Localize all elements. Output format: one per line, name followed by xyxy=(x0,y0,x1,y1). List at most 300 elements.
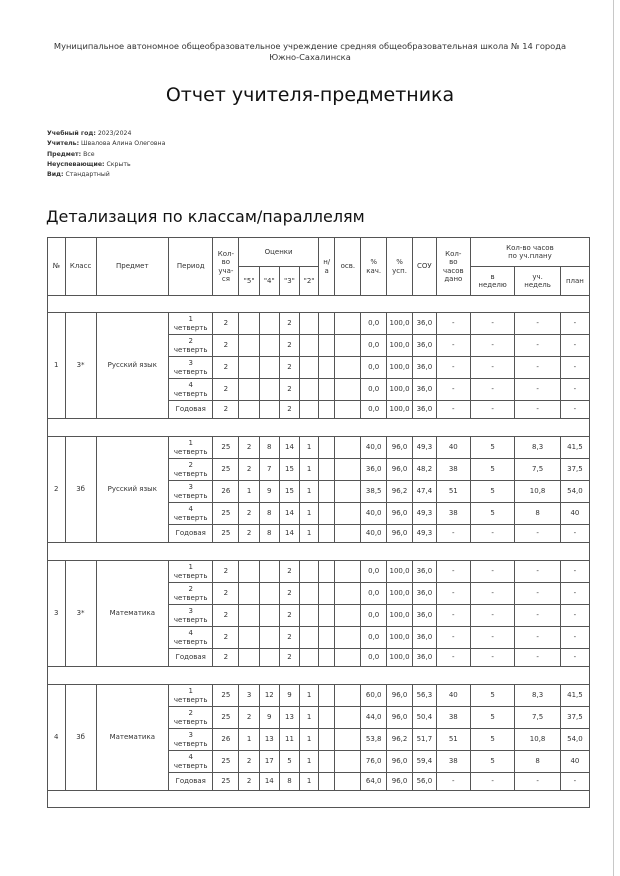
cell-grade-2: 1 xyxy=(300,437,319,459)
cell-count: 25 xyxy=(213,773,239,791)
cell-plan: 37,5 xyxy=(560,707,589,729)
cell-grade-3: 14 xyxy=(279,525,300,543)
cell-count: 2 xyxy=(213,649,239,667)
cell-success: 96,0 xyxy=(387,773,413,791)
cell-count: 2 xyxy=(213,335,239,357)
cell-grade-4 xyxy=(259,335,279,357)
cell-hours-given: 40 xyxy=(436,437,470,459)
header-subject: Предмет xyxy=(96,238,168,296)
cell-sou: 36,0 xyxy=(412,627,436,649)
cell-success: 96,0 xyxy=(387,751,413,773)
cell-plan: 41,5 xyxy=(560,437,589,459)
meta-key: Предмет: xyxy=(47,150,82,158)
cell-per-week: 5 xyxy=(470,481,514,503)
cell-grade-5: 2 xyxy=(239,437,260,459)
cell-plan: 54,0 xyxy=(560,729,589,751)
cell-grade-5 xyxy=(239,401,260,419)
cell-success: 100,0 xyxy=(387,401,413,419)
cell-plan: 41,5 xyxy=(560,685,589,707)
cell-grade-3: 15 xyxy=(279,459,300,481)
cell-class: 3* xyxy=(65,313,96,419)
cell-osv xyxy=(335,357,361,379)
spacer-row xyxy=(48,791,590,808)
cell-study-weeks: - xyxy=(515,335,561,357)
cell-success: 100,0 xyxy=(387,313,413,335)
header-grade-4: "4" xyxy=(259,267,279,296)
cell-quality: 64,0 xyxy=(361,773,387,791)
cell-success: 100,0 xyxy=(387,649,413,667)
cell-na xyxy=(318,729,335,751)
cell-per-week: - xyxy=(470,561,514,583)
cell-period: Годовая xyxy=(168,649,212,667)
report-table-body xyxy=(48,296,590,808)
cell-count: 25 xyxy=(213,707,239,729)
cell-sou: 36,0 xyxy=(412,561,436,583)
cell-osv xyxy=(335,627,361,649)
cell-plan: - xyxy=(560,335,589,357)
cell-osv xyxy=(335,649,361,667)
cell-sou: 47,4 xyxy=(412,481,436,503)
cell-success: 100,0 xyxy=(387,357,413,379)
cell-hours-given: - xyxy=(436,313,470,335)
organization-line-1: Муниципальное автономное общеобразовательное учреждение средняя общеобразовательная школа № 14 города xyxy=(53,41,567,51)
cell-study-weeks: 8,3 xyxy=(515,685,561,707)
cell-na xyxy=(318,649,335,667)
meta-value: Стандартный xyxy=(65,171,110,179)
cell-hours-given: - xyxy=(436,561,470,583)
header-count: Кол- во уча- ся xyxy=(213,238,239,296)
cell-plan: 40 xyxy=(560,503,589,525)
cell-grade-2: 1 xyxy=(300,751,319,773)
cell-study-weeks: - xyxy=(515,627,561,649)
meta-value: Скрыть xyxy=(106,160,131,168)
cell-success: 96,0 xyxy=(387,525,413,543)
cell-success: 96,2 xyxy=(387,729,413,751)
cell-count: 2 xyxy=(213,605,239,627)
cell-num: 2 xyxy=(48,437,66,543)
cell-grade-3: 2 xyxy=(279,313,300,335)
cell-grade-2 xyxy=(300,357,319,379)
cell-study-weeks: 8,3 xyxy=(515,437,561,459)
organization-name xyxy=(40,41,580,63)
cell-sou: 56,3 xyxy=(412,685,436,707)
cell-grade-2: 1 xyxy=(300,459,319,481)
cell-success: 96,0 xyxy=(387,459,413,481)
cell-study-weeks: 8 xyxy=(515,503,561,525)
cell-period: Годовая xyxy=(168,525,212,543)
meta-value: Швалова Алина Олеговна xyxy=(81,140,166,148)
cell-grade-3: 2 xyxy=(279,627,300,649)
cell-grade-3: 2 xyxy=(279,357,300,379)
cell-quality: 0,0 xyxy=(361,313,387,335)
header-period: Период xyxy=(168,238,212,296)
cell-na xyxy=(318,459,335,481)
cell-plan: 40 xyxy=(560,751,589,773)
cell-grade-5 xyxy=(239,357,260,379)
cell-quality: 44,0 xyxy=(361,707,387,729)
cell-subject: Математика xyxy=(96,685,168,791)
cell-plan: - xyxy=(560,583,589,605)
cell-hours-given: 40 xyxy=(436,685,470,707)
cell-grade-5 xyxy=(239,583,260,605)
cell-grade-2 xyxy=(300,379,319,401)
cell-count: 2 xyxy=(213,561,239,583)
cell-quality: 36,0 xyxy=(361,459,387,481)
cell-grade-4: 8 xyxy=(259,503,279,525)
cell-hours-given: 38 xyxy=(436,751,470,773)
cell-study-weeks: - xyxy=(515,379,561,401)
cell-grade-3: 2 xyxy=(279,561,300,583)
cell-period: 3 четверть xyxy=(168,729,212,751)
cell-num: 1 xyxy=(48,313,66,419)
cell-study-weeks: - xyxy=(515,401,561,419)
header-hours-plan: Кол-во часов по уч.плану xyxy=(470,238,589,267)
header-quality: % кач. xyxy=(361,238,387,296)
cell-hours-given: - xyxy=(436,773,470,791)
cell-grade-2 xyxy=(300,605,319,627)
cell-period: Годовая xyxy=(168,773,212,791)
header-hours-given: Кол- во часов дано xyxy=(436,238,470,296)
cell-grade-4: 12 xyxy=(259,685,279,707)
cell-na xyxy=(318,503,335,525)
cell-grade-5 xyxy=(239,605,260,627)
cell-grade-2: 1 xyxy=(300,773,319,791)
cell-hours-given: - xyxy=(436,627,470,649)
cell-hours-given: - xyxy=(436,525,470,543)
cell-success: 100,0 xyxy=(387,561,413,583)
cell-sou: 36,0 xyxy=(412,379,436,401)
cell-success: 96,0 xyxy=(387,503,413,525)
cell-na xyxy=(318,357,335,379)
cell-plan: 54,0 xyxy=(560,481,589,503)
cell-count: 25 xyxy=(213,525,239,543)
cell-quality: 40,0 xyxy=(361,503,387,525)
cell-hours-given: - xyxy=(436,379,470,401)
cell-grade-4 xyxy=(259,561,279,583)
meta-key: Учебный год: xyxy=(47,130,96,137)
cell-plan: - xyxy=(560,313,589,335)
cell-grade-5: 1 xyxy=(239,729,260,751)
cell-plan: - xyxy=(560,561,589,583)
table-row xyxy=(48,685,590,707)
cell-per-week: - xyxy=(470,313,514,335)
cell-sou: 36,0 xyxy=(412,401,436,419)
cell-hours-given: 38 xyxy=(436,503,470,525)
cell-grade-5 xyxy=(239,379,260,401)
spacer-row xyxy=(48,667,590,685)
header-sou: СОУ xyxy=(412,238,436,296)
table-row xyxy=(48,437,590,459)
cell-sou: 36,0 xyxy=(412,357,436,379)
spacer-cell xyxy=(48,543,590,561)
cell-na xyxy=(318,707,335,729)
cell-count: 25 xyxy=(213,503,239,525)
cell-per-week: - xyxy=(470,335,514,357)
cell-grade-4 xyxy=(259,313,279,335)
spacer-cell xyxy=(48,296,590,313)
cell-per-week: 5 xyxy=(470,503,514,525)
cell-grade-3: 8 xyxy=(279,773,300,791)
cell-osv xyxy=(335,313,361,335)
cell-success: 96,0 xyxy=(387,437,413,459)
header-plan: план xyxy=(560,267,589,296)
cell-count: 25 xyxy=(213,437,239,459)
cell-grade-2: 1 xyxy=(300,707,319,729)
cell-na xyxy=(318,685,335,707)
cell-grade-3: 15 xyxy=(279,481,300,503)
cell-num: 3 xyxy=(48,561,66,667)
meta-failing xyxy=(47,160,165,170)
cell-period: 2 четверть xyxy=(168,335,212,357)
cell-grade-3: 13 xyxy=(279,707,300,729)
cell-per-week: - xyxy=(470,773,514,791)
cell-per-week: - xyxy=(470,649,514,667)
cell-count: 2 xyxy=(213,401,239,419)
header-na: н/ а xyxy=(318,238,335,296)
cell-subject: Русский язык xyxy=(96,437,168,543)
cell-osv xyxy=(335,583,361,605)
cell-grade-5: 1 xyxy=(239,481,260,503)
cell-grade-3: 2 xyxy=(279,605,300,627)
cell-success: 96,2 xyxy=(387,481,413,503)
cell-sou: 49,3 xyxy=(412,503,436,525)
report-table xyxy=(47,237,590,808)
meta-subject xyxy=(47,150,165,160)
cell-na xyxy=(318,773,335,791)
cell-count: 25 xyxy=(213,459,239,481)
cell-plan: - xyxy=(560,605,589,627)
cell-osv xyxy=(335,335,361,357)
cell-study-weeks: 7,5 xyxy=(515,459,561,481)
cell-grade-4: 17 xyxy=(259,751,279,773)
cell-grade-2 xyxy=(300,561,319,583)
cell-num: 4 xyxy=(48,685,66,791)
cell-quality: 40,0 xyxy=(361,525,387,543)
cell-study-weeks: 7,5 xyxy=(515,707,561,729)
cell-success: 96,0 xyxy=(387,685,413,707)
cell-study-weeks: - xyxy=(515,605,561,627)
table-row xyxy=(48,561,590,583)
meta-teacher xyxy=(47,139,165,149)
cell-study-weeks: - xyxy=(515,773,561,791)
cell-per-week: - xyxy=(470,379,514,401)
cell-sou: 36,0 xyxy=(412,649,436,667)
cell-period: 4 четверть xyxy=(168,379,212,401)
spacer-cell xyxy=(48,419,590,437)
cell-grade-4 xyxy=(259,627,279,649)
cell-study-weeks: - xyxy=(515,525,561,543)
cell-hours-given: 38 xyxy=(436,459,470,481)
cell-grade-5 xyxy=(239,561,260,583)
cell-sou: 36,0 xyxy=(412,583,436,605)
cell-grade-2: 1 xyxy=(300,685,319,707)
cell-osv xyxy=(335,401,361,419)
cell-success: 96,0 xyxy=(387,707,413,729)
cell-hours-given: - xyxy=(436,401,470,419)
cell-sou: 36,0 xyxy=(412,605,436,627)
header-osv: осв. xyxy=(335,238,361,296)
cell-grade-2: 1 xyxy=(300,481,319,503)
cell-grade-4 xyxy=(259,649,279,667)
cell-grade-4: 14 xyxy=(259,773,279,791)
cell-per-week: - xyxy=(470,357,514,379)
cell-count: 2 xyxy=(213,357,239,379)
cell-count: 26 xyxy=(213,481,239,503)
cell-grade-4 xyxy=(259,379,279,401)
cell-count: 2 xyxy=(213,583,239,605)
cell-grade-5: 2 xyxy=(239,707,260,729)
cell-plan: - xyxy=(560,773,589,791)
cell-grade-4 xyxy=(259,605,279,627)
cell-hours-given: - xyxy=(436,583,470,605)
cell-osv xyxy=(335,773,361,791)
header-num: № xyxy=(48,238,66,296)
cell-grade-3: 2 xyxy=(279,649,300,667)
cell-hours-given: - xyxy=(436,649,470,667)
header-grade-5: "5" xyxy=(239,267,260,296)
cell-grade-5: 3 xyxy=(239,685,260,707)
spacer-row xyxy=(48,296,590,313)
cell-sou: 49,3 xyxy=(412,437,436,459)
cell-na xyxy=(318,379,335,401)
cell-grade-3: 5 xyxy=(279,751,300,773)
cell-plan: - xyxy=(560,357,589,379)
cell-na xyxy=(318,561,335,583)
cell-na xyxy=(318,751,335,773)
cell-grade-3: 9 xyxy=(279,685,300,707)
cell-period: 1 четверть xyxy=(168,313,212,335)
cell-grade-5: 2 xyxy=(239,459,260,481)
meta-year xyxy=(47,129,165,139)
cell-success: 100,0 xyxy=(387,627,413,649)
cell-study-weeks: - xyxy=(515,357,561,379)
report-meta xyxy=(47,129,165,180)
cell-grade-2 xyxy=(300,313,319,335)
cell-grade-3: 2 xyxy=(279,335,300,357)
cell-hours-given: 51 xyxy=(436,729,470,751)
cell-plan: - xyxy=(560,379,589,401)
cell-quality: 0,0 xyxy=(361,379,387,401)
cell-osv xyxy=(335,729,361,751)
cell-grade-2: 1 xyxy=(300,525,319,543)
cell-grade-5 xyxy=(239,627,260,649)
cell-study-weeks: 10,8 xyxy=(515,481,561,503)
cell-study-weeks: - xyxy=(515,583,561,605)
organization-line-2: Южно-Сахалинска xyxy=(269,52,351,62)
cell-sou: 36,0 xyxy=(412,313,436,335)
cell-grade-3: 2 xyxy=(279,379,300,401)
cell-grade-4: 9 xyxy=(259,707,279,729)
cell-success: 100,0 xyxy=(387,335,413,357)
cell-grade-4: 8 xyxy=(259,437,279,459)
cell-class: 3* xyxy=(65,561,96,667)
cell-grade-2 xyxy=(300,583,319,605)
cell-per-week: 5 xyxy=(470,729,514,751)
meta-key: Неуспевающие: xyxy=(47,160,105,168)
cell-grade-5: 2 xyxy=(239,751,260,773)
cell-per-week: - xyxy=(470,583,514,605)
cell-sou: 49,3 xyxy=(412,525,436,543)
cell-grade-3: 14 xyxy=(279,503,300,525)
cell-per-week: - xyxy=(470,605,514,627)
cell-na xyxy=(318,401,335,419)
cell-success: 100,0 xyxy=(387,379,413,401)
cell-period: Годовая xyxy=(168,401,212,419)
cell-plan: - xyxy=(560,627,589,649)
cell-osv xyxy=(335,503,361,525)
cell-period: 2 четверть xyxy=(168,583,212,605)
cell-na xyxy=(318,481,335,503)
header-row-1 xyxy=(48,238,590,267)
header-success: % усп. xyxy=(387,238,413,296)
cell-quality: 0,0 xyxy=(361,401,387,419)
cell-count: 2 xyxy=(213,379,239,401)
meta-value: Все xyxy=(83,150,95,158)
cell-plan: - xyxy=(560,649,589,667)
cell-sou: 59,4 xyxy=(412,751,436,773)
cell-na xyxy=(318,525,335,543)
cell-grade-2: 1 xyxy=(300,503,319,525)
cell-period: 1 четверть xyxy=(168,437,212,459)
cell-subject: Математика xyxy=(96,561,168,667)
cell-osv xyxy=(335,481,361,503)
cell-na xyxy=(318,335,335,357)
spacer-row xyxy=(48,543,590,561)
header-grade-3: "3" xyxy=(279,267,300,296)
cell-plan: 37,5 xyxy=(560,459,589,481)
cell-grade-2 xyxy=(300,627,319,649)
cell-per-week: 5 xyxy=(470,459,514,481)
page-edge xyxy=(613,0,614,876)
cell-hours-given: - xyxy=(436,335,470,357)
cell-count: 25 xyxy=(213,685,239,707)
cell-per-week: 5 xyxy=(470,437,514,459)
cell-study-weeks: - xyxy=(515,313,561,335)
cell-grade-4 xyxy=(259,583,279,605)
cell-grade-3: 2 xyxy=(279,401,300,419)
cell-period: 1 четверть xyxy=(168,561,212,583)
cell-period: 4 четверть xyxy=(168,503,212,525)
cell-osv xyxy=(335,685,361,707)
cell-osv xyxy=(335,525,361,543)
cell-osv xyxy=(335,605,361,627)
header-per-week: в неделю xyxy=(470,267,514,296)
cell-hours-given: - xyxy=(436,357,470,379)
cell-period: 4 четверть xyxy=(168,627,212,649)
cell-na xyxy=(318,627,335,649)
cell-period: 1 четверть xyxy=(168,685,212,707)
cell-quality: 0,0 xyxy=(361,605,387,627)
cell-osv xyxy=(335,437,361,459)
cell-osv xyxy=(335,751,361,773)
cell-study-weeks: - xyxy=(515,561,561,583)
cell-grade-5: 2 xyxy=(239,525,260,543)
cell-quality: 60,0 xyxy=(361,685,387,707)
cell-sou: 50,4 xyxy=(412,707,436,729)
cell-grade-2 xyxy=(300,335,319,357)
cell-period: 4 четверть xyxy=(168,751,212,773)
cell-subject: Русский язык xyxy=(96,313,168,419)
cell-grade-4 xyxy=(259,401,279,419)
spacer-row xyxy=(48,419,590,437)
cell-period: 3 четверть xyxy=(168,357,212,379)
section-title: Детализация по классам/параллелям xyxy=(46,207,365,226)
spacer-cell xyxy=(48,791,590,808)
cell-osv xyxy=(335,379,361,401)
meta-key: Вид: xyxy=(47,171,64,179)
cell-grade-4: 13 xyxy=(259,729,279,751)
cell-quality: 53,8 xyxy=(361,729,387,751)
